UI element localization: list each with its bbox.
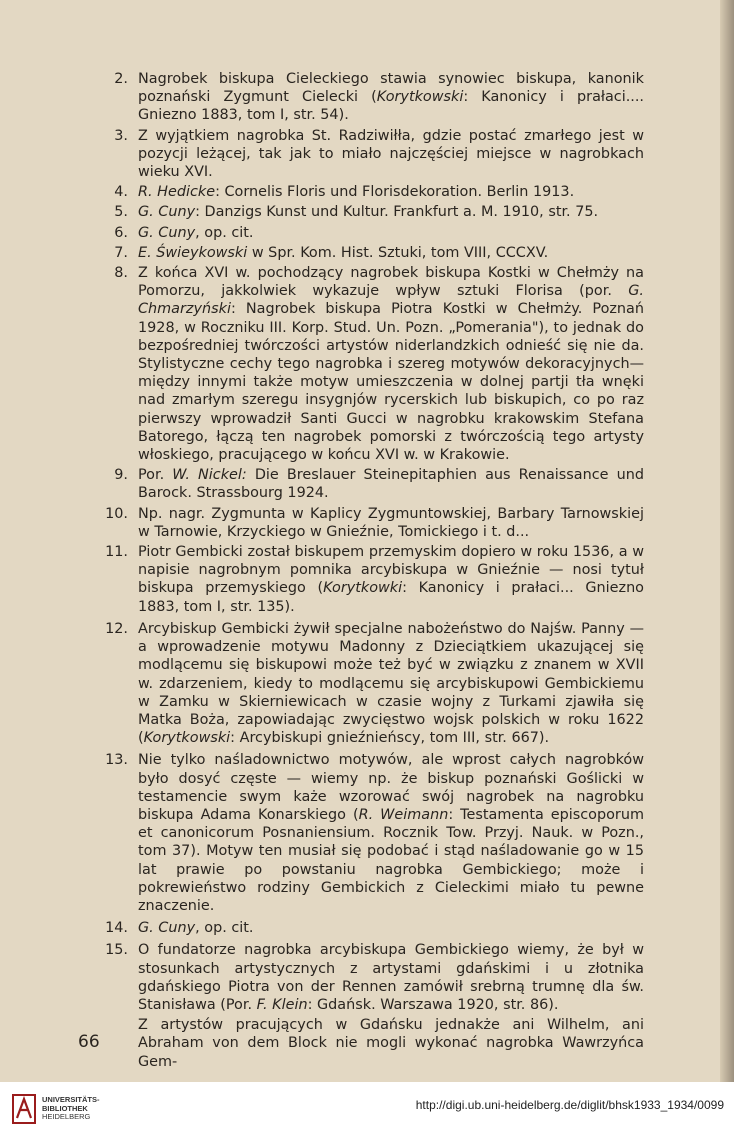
footnote-text: : Gdańsk. Warszawa 1920, str. 86). (307, 996, 559, 1013)
footnote-author: W. Nickel: (172, 467, 247, 484)
library-name-line2: BIBLIOTHEK (42, 1103, 88, 1113)
footnote-text: : Nagrobek biskupa Piotra Kostki w Chełmży. Poznań 1928, w Roczniku III. Korp. Stud. Un. Pozn. „Pomerania"), to jednak do bezpośredniej twórczości artystów niderlandzkich odnieść się nie da. Stylistyczne cechy tego nagrobka i szereg motywów dekoracyjnych— między innymi także motyw umieszczenia w dolnej partji tła wnęki nad zmarłym szeregu insygnjów rycerskich lub biskupich, co po raz pierwszy wprowadził Santi Gucci w nagrobku krakowskim Stefana Batorego, łączą ten nagrobek pomorski z twórczością tego artysty włoskiego, pracującego w końcu XVI w. w Krakowie. (138, 301, 644, 464)
viewer-footer (0, 1082, 734, 1140)
footnote-text: : Danzigs Kunst und Kultur. Frankfurt a. M. 1910, str. 75. (195, 204, 599, 221)
footnote (104, 224, 644, 242)
footnote-number: 4. (114, 184, 128, 201)
footnote-number: 14. (105, 920, 128, 937)
footnote-author: R. Hedicke (138, 184, 216, 201)
library-logo[interactable] (12, 1094, 100, 1124)
footnote-number: 7. (114, 244, 128, 261)
footnote (104, 751, 644, 915)
footnote-text: : Testamenta episcoporum et canonicorum Posnaniensium. Rocznik Tow. Przyj. Nauk. w Pozn., tom 37). Motyw ten musiał się podobać i stąd naśladowanie go w 15 lat prawie po powstaniu nagrobka Gembickiego; może i pokrewieństwo rodziny Gembickich z Cieleckimi miało tu pewne znaczenie. (138, 806, 644, 914)
footnote-author: G. Chmarzyński (138, 283, 644, 318)
footnote (104, 264, 644, 464)
continuation-paragraph: Z artystów pracujących w Gdańsku jednakże ani Wilhelm, ani Abraham von dem Block nie mogli wykonać nagrobka Wawrzyńca Gem- (138, 1017, 644, 1070)
footnote-text: Arcybiskup Gembicki żywił specjalne nabożeństwo do Najśw. Panny — a wprowadzenie motywu Madonny z Dzieciątkiem ukazującej się modlącemu się biskupowi może też być w związku z znanem w XVII w. zdarzeniem, kiedy to modlącemu się arcybiskupowi Gembickiemu w Zamku w Skierniewicach w czasie wojny z Turkami zjawiła się Matka Boża, zapowiadając zwycięstwo wojsk polskich w roku 1622 ( (138, 620, 644, 747)
library-logo-icon (12, 1094, 36, 1124)
footnote-author: G. Cuny (138, 224, 196, 241)
footnote (104, 203, 644, 221)
footnote-text: Die Breslauer Steinepitaphien aus Renaissance und Barock. Strassbourg 1924. (138, 467, 644, 502)
footnote-number: 3. (114, 127, 128, 144)
footnote (104, 127, 644, 182)
library-name-line3: HEIDELBERG (42, 1112, 91, 1122)
footnote (104, 941, 644, 1014)
footnote (104, 543, 644, 616)
footnote-text: Np. nagr. Zygmunta w Kaplicy Zygmuntowskiej, Barbary Tarnowskiej w Tarnowie, Krzyckiego w Gnieźnie, Tomickiego i t. d... (138, 505, 644, 540)
footnote-text: : Cornelis Floris und Florisdekoration. Berlin 1913. (215, 184, 575, 201)
footnote-number: 13. (105, 752, 128, 769)
footnote-author: R. Weimann (358, 806, 449, 823)
footnote-author: E. Świeykowski (138, 244, 248, 261)
footnote-author: G. Cuny (138, 920, 196, 937)
footnote-author: Korytkowki (323, 580, 403, 597)
footnote-number: 10. (105, 505, 128, 522)
footnote-number: 5. (114, 204, 128, 221)
footnote (104, 505, 644, 541)
footnote-text: O fundatorze nagrobka arcybiskupa Gembickiego wiemy, że był w stosunkach artystycznych z artystami gdańskimi i u złotnika gdańskiego Piotra von der Rennen zamówił srebrną trumnę dla św. Stanisława (Por. (138, 942, 644, 1013)
footnote-text: Por. (138, 467, 173, 484)
footnote-text: Z wyjątkiem nagrobka St. Radziwiłła, gdzie postać zmarłego jest w pozycji leżącej, tak jak to miało najczęściej miejsce w nagrobkach wieku XVI. (138, 127, 644, 181)
footnote-text: Piotr Gembicki został biskupem przemyskim dopiero w roku 1536, a w napisie nagrobnym pomnika arcybiskupa w Gnieźnie — nosi tytuł biskupa przemyskiego ( (138, 544, 644, 597)
footnote-text: Nie tylko naśladownictwo motywów, ale wprost całych nagrobków było dosyć częste — wiemy np. że biskup poznański Goślicki w testamencie swym każe wzorować swój nagrobek na nagrobku biskupa Adama Konarskiego ( (138, 752, 644, 823)
page-edge-shadow (720, 0, 734, 1082)
footnote-text: : Kanonicy i prałaci... Gniezno 1883, tom I, str. 135). (138, 580, 644, 615)
footnotes-list (104, 70, 644, 1071)
page-number: 66 (78, 1032, 100, 1052)
footnote (104, 919, 644, 937)
footnote (104, 620, 644, 747)
footnote (104, 183, 644, 201)
footnote-number: 11. (105, 544, 128, 561)
footnote-number: 6. (114, 224, 128, 241)
footnote (104, 466, 644, 502)
footnote-text: : Arcybiskupi gnieźnieńscy, tom III, str. 667). (230, 730, 550, 747)
footnote-number: 15. (105, 942, 128, 959)
footnote-text: , op. cit. (195, 920, 254, 937)
footnote-number: 2. (114, 71, 128, 87)
footnote-text: Nagrobek biskupa Cieleckiego stawia synowiec biskupa, kanonik poznański Zygmunt Cielecki ( (138, 71, 644, 106)
footnote-number: 12. (105, 620, 128, 637)
footnote-text: w Spr. Kom. Hist. Sztuki, tom VIII, CCCXV. (247, 244, 549, 261)
footnote-author: F. Klein (256, 996, 308, 1013)
footnote-number: 8. (114, 265, 128, 282)
footnote (104, 244, 644, 262)
footnote-author: Korytkowski (376, 89, 464, 106)
footnote-author: G. Cuny (138, 204, 196, 221)
footnote-text: Z końca XVI w. pochodzący nagrobek biskupa Kostki w Chełmży na Pomorzu, jakkolwiek wykazuje wpływ sztuki Florisa (por. (138, 265, 644, 300)
footnote-text: , op. cit. (195, 224, 254, 241)
footnote-number: 9. (114, 467, 128, 484)
library-name-line1: UNIVERSITÄTS- (42, 1095, 100, 1105)
source-url-link[interactable]: http://digi.ub.uni-heidelberg.de/diglit/bhsk1933_1934/0099 (415, 1098, 724, 1112)
footnote-author: Korytkowski (143, 730, 231, 747)
footnote-text: : Kanonicy i prałaci.... Gniezno 1883, tom I, str. 54). (138, 89, 644, 124)
footnote (104, 70, 644, 125)
